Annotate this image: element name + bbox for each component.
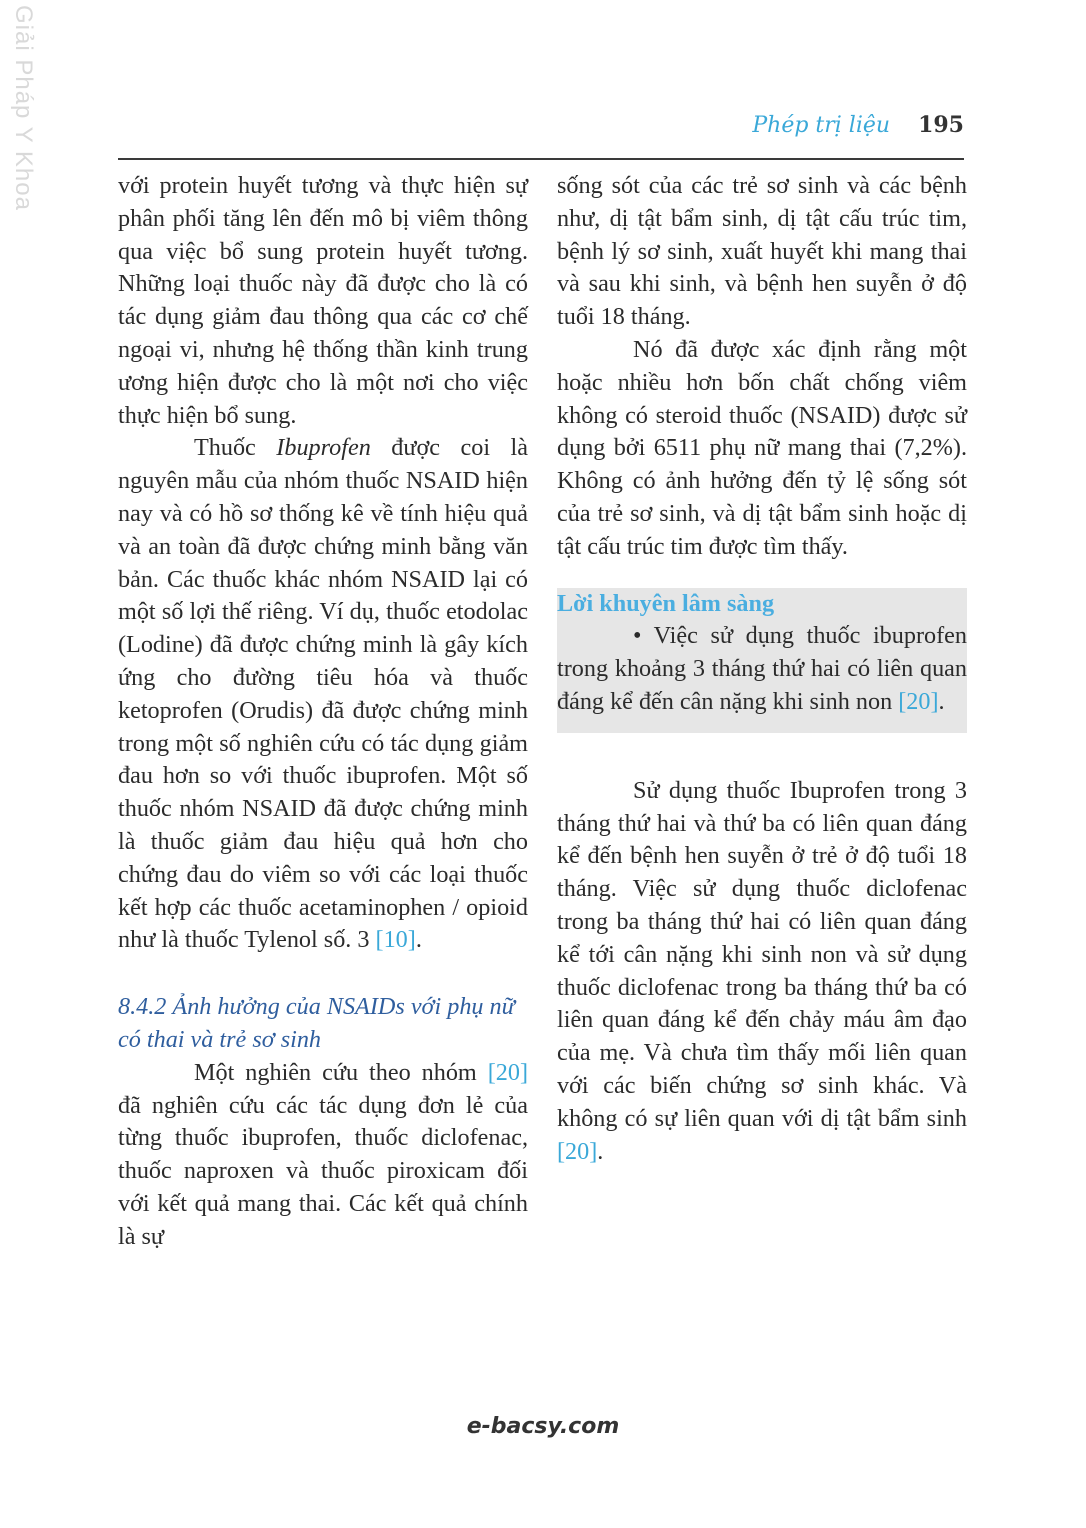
text-run: Thuốc bbox=[194, 434, 277, 462]
paragraph bbox=[118, 1057, 528, 1254]
section-subheading: 8.4.2 Ảnh hưởng của NSAIDs với phụ nữ có thai và trẻ sơ sinh bbox=[118, 993, 515, 1053]
paragraph: với protein huyết tương và thực hiện sự phân phối tăng lên đến mô bị viêm thông qua việc bổ sung protein huyết tương. Những loại thuốc này đã được cho là có tác dụng giảm đau thông qua các cơ chế ngoại vi, nhưng hệ thống thần kinh trung ương hiện được cho là một nơi cho việc thực hiện bổ sung. bbox=[118, 172, 528, 429]
citation-link[interactable]: [10] bbox=[375, 926, 416, 954]
left-column bbox=[118, 170, 528, 1254]
citation-link[interactable]: [20] bbox=[898, 687, 939, 715]
citation-link[interactable]: [20] bbox=[487, 1058, 528, 1086]
text-run: được coi là nguyên mẫu của nhóm thuốc NSAID hiện nay và có hồ sơ thống kê về tính hiệu quả và an toàn đã được chứng minh bằng văn bản. Các thuốc khác nhóm NSAID lại có một số lợi thế riêng. Ví dụ, thuốc etodolac (Lodine) đã được chứng minh là gây kích ứng cho đường tiêu hóa và thuốc ketoprofen (Orudis) đã được chứng minh trong một số nghiên cứu có tác dụng giảm đau hơn so với thuốc ibuprofen. Một số thuốc nhóm NSAID đã được chứng minh là thuốc giảm đau hiệu quả hơn cho chứng đau do viêm so với các loại thuốc kết hợp các thuốc acetaminophen / opioid như là thuốc Tylenol số. 3 bbox=[118, 434, 529, 954]
running-header bbox=[560, 112, 964, 152]
paragraph: sống sót của các trẻ sơ sinh và các bệnh như, dị tật bẩm sinh, dị tật cấu trúc tim, bệnh lý sơ sinh, xuất huyết khi mang thai và sau khi sinh, và bệnh hen suyễn ở độ tuổi 18 tháng. bbox=[557, 172, 967, 331]
header-rule bbox=[118, 158, 964, 160]
right-column bbox=[557, 170, 967, 1168]
text-run: Sử dụng thuốc Ibuprofen trong 3 tháng thứ hai và thứ ba có liên quan đáng kể đến bệnh hen suyễn ở trẻ ở độ tuổi 18 tháng. Việc sử dụng thuốc diclofenac trong ba tháng thứ hai có liên quan đáng kể tới cân nặng khi sinh non và sử dụng thuốc diclofenac trong ba tháng thứ ba có liên quan đáng kể đến chảy máu âm đạo của mẹ. Và chưa tìm thấy mối liên quan với các biến chứng sơ sinh khác. Và không có sự liên quan với dị tật bẩm sinh bbox=[557, 776, 967, 1132]
text-run: . bbox=[415, 926, 422, 954]
citation-link[interactable]: [20] bbox=[557, 1137, 598, 1165]
drug-name-italic: Ibuprofen bbox=[276, 434, 371, 462]
running-title: Phép trị liệu bbox=[752, 113, 891, 138]
text-run: • Việc sử dụng thuốc ibuprofen trong khoảng 3 tháng thứ hai có liên quan đáng kể đến cân nặng khi sinh non bbox=[557, 622, 967, 715]
paragraph bbox=[557, 775, 967, 1169]
text-run: đã nghiên cứu các tác dụng đơn lẻ của từng thuốc ibuprofen, thuốc diclofenac, thuốc naproxen và thuốc piroxicam đối với kết quả mang thai. Các kết quả chính là sự bbox=[118, 1091, 528, 1250]
footer-website: e-bacsy.com bbox=[466, 1414, 620, 1439]
clinical-advice-text bbox=[557, 620, 967, 718]
text-run: . bbox=[597, 1137, 604, 1165]
text-run: Một nghiên cứu theo nhóm bbox=[194, 1058, 488, 1086]
clinical-advice-title: Lời khuyên lâm sàng bbox=[557, 589, 775, 617]
page-number: 195 bbox=[918, 112, 964, 138]
side-watermark: Giải Pháp Y Khoa bbox=[10, 5, 37, 211]
paragraph bbox=[118, 432, 528, 957]
clinical-advice-box bbox=[557, 588, 967, 733]
paragraph: Nó đã được xác định rằng một hoặc nhiều hơn bốn chất chống viêm không có steroid thuốc (NSAID) được sử dụng bởi 6511 phụ nữ mang thai (7,2%). Không có ảnh hưởng đến tỷ lệ sống sót của trẻ sơ sinh, và dị tật bẩm sinh hoặc dị tật cấu trúc tim được tìm thấy. bbox=[557, 335, 967, 560]
text-run: . bbox=[938, 687, 945, 715]
